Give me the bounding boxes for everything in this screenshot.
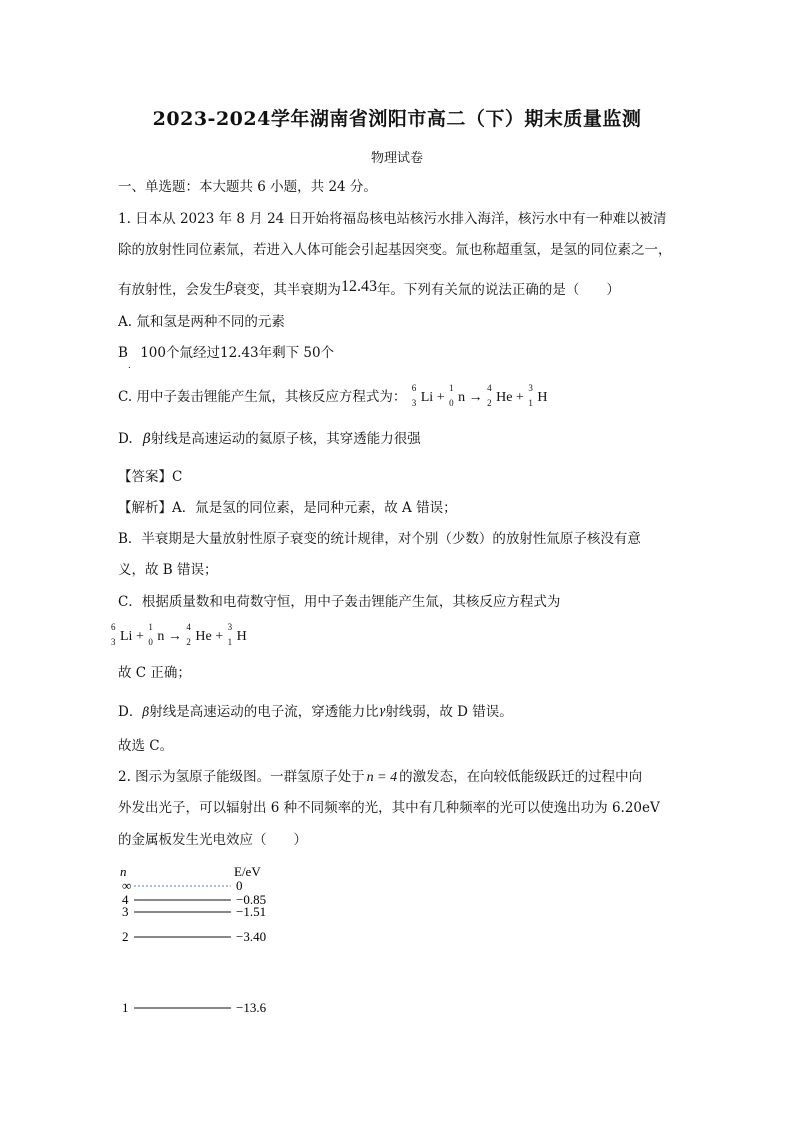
level-energy-0: 0: [236, 878, 243, 893]
q1-option-b: B 100个氚经过12.43年剩下 50个: [118, 345, 335, 361]
q1-option-c: C. 用中子轰击锂能产生氚，其核反应方程式为： 6 3 Li + 1 0 n → 4 2 He + 3 1 H: [118, 383, 548, 408]
q2-stem-line3: 的金属板发生光电效应（ ）: [118, 832, 307, 848]
analysis-a: 【解析】A．氚是氢的同位素，是同种元素，故 A 错误；: [118, 500, 457, 516]
level-energy-2: −1.51: [236, 904, 267, 919]
level-label-3: 2: [122, 929, 129, 944]
q1-stem-line1: 1. 日本从 2023 年 8 月 24 日开始将福岛核电站核污水排入海洋，核污水中有一种难以被清: [118, 211, 667, 227]
nuclear-equation-analysis: 6 3 Li + 1 0 n → 4 2 He + 3 1 H: [111, 622, 247, 647]
beta-symbol: β: [142, 431, 151, 447]
analysis-b-line1: B．半衰期是大量放射性原子衰变的统计规律，对个别（少数）的放射性氚原子核没有意: [118, 531, 641, 547]
level-label-0: ∞: [122, 878, 132, 893]
level-label-2: 3: [122, 904, 129, 919]
nuclear-equation-option-c: 6 3 Li + 1 0 n → 4 2 He + 3 1 H: [411, 383, 548, 408]
section-heading: 一、单选题：本大题共 6 小题，共 24 分。: [118, 179, 377, 195]
beta-symbol: β: [142, 705, 150, 719]
analysis-d: D．β射线是高速运动的电子流，穿透能力比γ射线弱，故 D 错误。: [118, 704, 513, 720]
q1-option-d: D. β射线是高速运动的氦原子核，其穿透能力很强: [118, 431, 421, 447]
half-life-value: 12.43: [340, 278, 377, 295]
level-label-4: 1: [122, 1000, 129, 1015]
n-equals-4: n = 4: [366, 770, 398, 785]
energy-level-diagram: [110, 860, 310, 1025]
q1-stem-line2: 除的放射性同位素氚，若进入人体可能会引起基因突变。氚也称超重氢，是氢的同位素之一，: [118, 242, 672, 258]
level-energy-4: −13.6: [236, 1000, 267, 1015]
level-energy-3: −3.40: [236, 929, 267, 944]
q1-option-b-dot: .: [128, 361, 131, 371]
analysis-c-line2: 故 C 正确；: [118, 665, 191, 681]
q1-option-a: A. 氚和氢是两种不同的元素: [118, 314, 285, 330]
level-energy-1: −0.85: [236, 892, 267, 907]
answer: 【答案】C: [118, 469, 183, 485]
level-label-1: 4: [122, 892, 129, 907]
analysis-b-line2: 义，故 B 错误；: [118, 562, 218, 578]
header-E: E/eV: [234, 864, 261, 879]
beta-symbol: β: [226, 280, 233, 294]
analysis-c-line1: C．根据质量数和电荷数守恒，用中子轰击锂能产生氚，其核反应方程式为: [118, 594, 561, 610]
q2-stem-line2: 外发出光子，可以辐射出 6 种不同频率的光，其中有几种频率的光可以使逸出功为 6.20eV: [118, 800, 660, 816]
page-title: 2023-2024学年湖南省浏阳市高二（下）期末质量监测: [152, 108, 642, 130]
header-n: n: [120, 864, 127, 879]
gamma-symbol: γ: [378, 704, 386, 717]
q1-stem-line3: 有放射性，会发生β衰变，其半衰期为12.43年。下列有关氚的说法正确的是（ ）: [118, 278, 620, 298]
conclusion: 故选 C。: [118, 738, 174, 754]
q2-stem-line1: 2. 图示为氢原子能级图。一群氢原子处于 n = 4 的激发态，在向较低能级跃迁的过程中向: [118, 769, 643, 785]
page-subtitle: 物理试卷: [370, 151, 423, 166]
